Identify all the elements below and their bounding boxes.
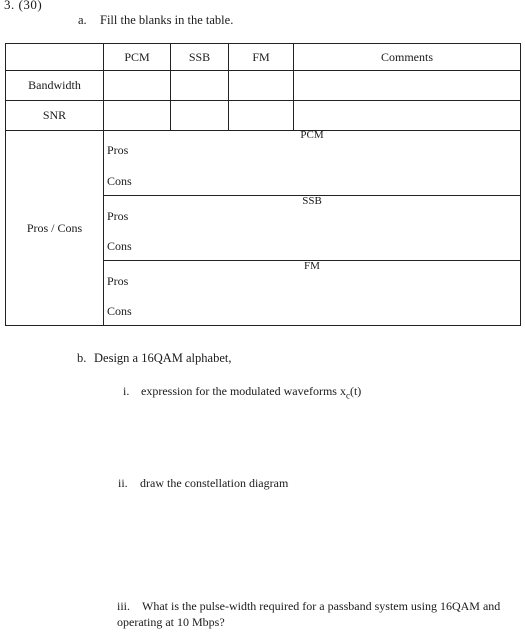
part-a-heading (78, 13, 233, 28)
part-b-item-iii (117, 598, 517, 630)
blank-cell-bandwidth-comments[interactable] (294, 71, 521, 101)
pros-cons-section-pcm[interactable] (104, 131, 520, 195)
section-title-fm: FM (304, 260, 320, 272)
pros-label-pcm: Pros (107, 143, 129, 157)
row-label-snr: SNR (6, 101, 104, 131)
part-b-item-ii (118, 476, 288, 491)
item-ii-numeral: ii. (118, 476, 128, 490)
cons-label-ssb: Cons (107, 239, 132, 253)
table-row-bandwidth (6, 71, 521, 101)
question-points: (30) (18, 0, 43, 12)
table-header-row (6, 44, 521, 71)
part-b-label: b. (77, 351, 87, 365)
item-iii-text: What is the pulse-width required for a passband system using 16QAM and operating at 10 Mbps? (117, 599, 501, 629)
header-comments: Comments (294, 44, 521, 71)
header-fm: FM (229, 44, 294, 71)
pros-cons-container (104, 131, 521, 326)
item-i-tail: (t) (349, 384, 362, 398)
item-iii-numeral: iii. (117, 599, 131, 613)
header-corner-cell (6, 44, 104, 71)
fill-in-table (5, 43, 521, 326)
part-b-text: Design a 16QAM alphabet, (94, 351, 232, 365)
cons-label-pcm: Cons (107, 174, 132, 188)
blank-cell-bandwidth-pcm[interactable] (104, 71, 171, 101)
question-number-text: 3. (4, 0, 15, 12)
pros-label-ssb: Pros (107, 209, 129, 223)
table-row-pros-cons (6, 131, 521, 326)
blank-cell-bandwidth-fm[interactable] (229, 71, 294, 101)
header-ssb: SSB (171, 44, 229, 71)
question-number (4, 0, 42, 13)
item-ii-text: draw the constellation diagram (140, 476, 289, 490)
item-i-numeral: i. (123, 384, 130, 398)
pros-label-fm: Pros (107, 274, 129, 288)
item-i-text: expression for the modulated waveforms x (141, 384, 346, 398)
cons-label-fm: Cons (107, 304, 132, 318)
header-pcm: PCM (104, 44, 171, 71)
item-i-subscript: c (345, 390, 350, 401)
blank-cell-snr-ssb[interactable] (171, 101, 229, 131)
blank-cell-snr-pcm[interactable] (104, 101, 171, 131)
blank-cell-snr-comments[interactable] (294, 101, 521, 131)
blank-cell-snr-fm[interactable] (229, 101, 294, 131)
part-a-text: Fill the blanks in the table. (100, 13, 234, 27)
pros-cons-section-ssb[interactable] (104, 195, 520, 260)
part-b-heading (77, 351, 231, 366)
section-title-ssb: SSB (302, 195, 322, 207)
part-b-item-i (123, 384, 361, 400)
pros-cons-section-fm[interactable] (104, 260, 520, 325)
table-row-snr (6, 101, 521, 131)
blank-cell-bandwidth-ssb[interactable] (171, 71, 229, 101)
row-label-pros-cons: Pros / Cons (6, 131, 104, 326)
part-a-label: a. (78, 13, 87, 27)
section-title-pcm: PCM (300, 129, 324, 141)
row-label-bandwidth: Bandwidth (6, 71, 104, 101)
